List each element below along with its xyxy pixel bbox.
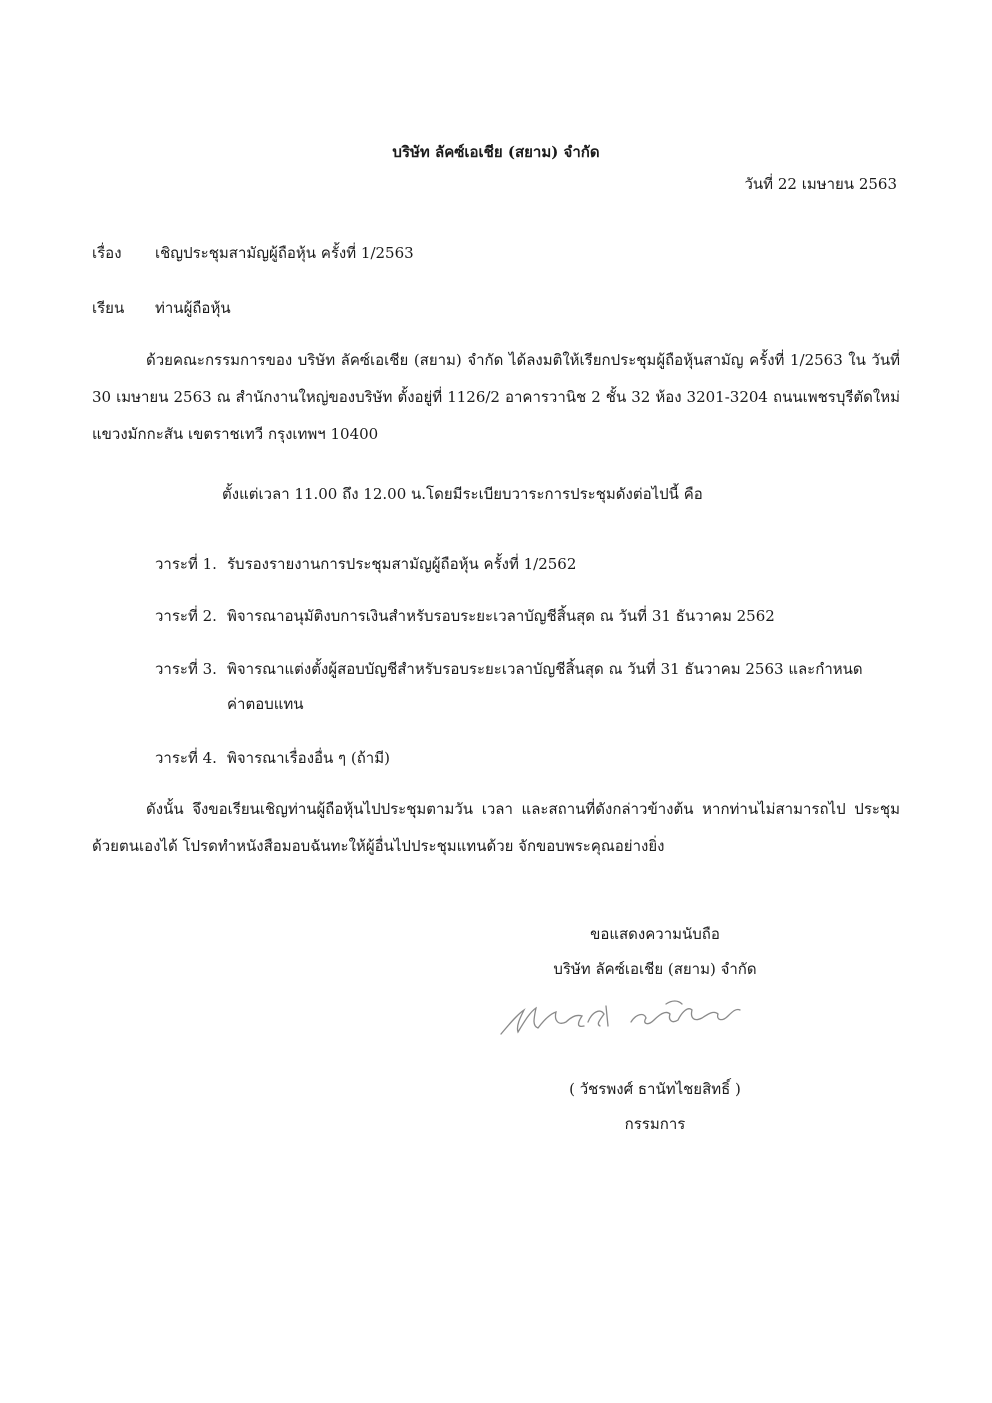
agenda-number: วาระที่ 3.: [155, 660, 217, 678]
agenda-number: วาระที่ 1.: [155, 555, 217, 573]
signatory-name: ( วัชรพงศ์ ธานัทไชยสิทธิ์ ): [569, 1080, 741, 1098]
agenda-text: รับรองรายงานการประชุมสามัญผู้ถือหุ้น ครั้งที่ 1/2562: [227, 555, 577, 573]
signature-company: บริษัท ลัคซ์เอเชีย (สยาม) จำกัด: [553, 960, 757, 978]
agenda-number: วาระที่ 4.: [155, 749, 217, 767]
subject-label: เรื่อง: [92, 244, 122, 262]
meeting-time-line: ตั้งแต่เวลา 11.00 ถึง 12.00 น.โดยมีระเบียบวาระการประชุมดังต่อไปนี้ คือ: [222, 485, 703, 503]
agenda-text: พิจารณาเรื่องอื่น ๆ (ถ้ามี): [227, 749, 390, 767]
signatory-position: กรรมการ: [624, 1115, 686, 1133]
agenda-item-3-continuation: ค่าตอบแทน: [227, 695, 304, 713]
agenda-item-3: [155, 657, 863, 681]
subject-text: เชิญประชุมสามัญผู้ถือหุ้น ครั้งที่ 1/2563: [155, 244, 414, 262]
letter-date: วันที่ 22 เมษายน 2563: [744, 175, 897, 193]
closing-paragraph: ดังนั้น จึงขอเรียนเชิญท่านผู้ถือหุ้นไปประชุมตามวัน เวลา และสถานที่ดังกล่าวข้างต้น หากท่านไม่สามารถไป ประชุมด้วยตนเองได้ โปรดทำหนังสือมอบฉันทะให้ผู้อื่นไปประชุมแทนด้วย จักขอบพระคุณอย่างยิ่ง: [92, 800, 900, 855]
agenda-item-2: [155, 604, 775, 628]
regards-line: ขอแสดงความนับถือ: [590, 925, 720, 943]
company-title: บริษัท ลัคซ์เอเชีย (สยาม) จำกัด: [392, 143, 600, 161]
agenda-number: วาระที่ 2.: [155, 607, 217, 625]
agenda-item-1: [155, 552, 576, 576]
recipient-label: เรียน: [92, 299, 125, 317]
agenda-text: พิจารณาอนุมัติงบการเงินสำหรับรอบระยะเวลาบัญชีสิ้นสุด ณ วันที่ 31 ธันวาคม 2562: [227, 607, 775, 625]
intro-paragraph: ด้วยคณะกรรมการของ บริษัท ลัคซ์เอเชีย (สยาม) จำกัด ได้ลงมติให้เรียกประชุมผู้ถือหุ้นสามัญ ครั้งที่ 1/2563 ใน วันที่ 30 เมษายน 2563 ณ สำนักงานใหญ่ของบริษัท ตั้งอยู่ที่ 1126/2 อาคารวานิช 2 ชั้น 32 ห้อง 3201-3204 ถนนเพชรบุรีตัดใหม่ แขวงมักกะสัน เขตราชเทวี กรุงเทพฯ 10400: [92, 351, 900, 443]
agenda-text: พิจารณาแต่งตั้งผู้สอบบัญชีสำหรับรอบระยะเวลาบัญชีสิ้นสุด ณ วันที่ 31 ธันวาคม 2563 และกำหนด: [227, 660, 863, 678]
handwritten-signature: [496, 992, 746, 1042]
recipient-text: ท่านผู้ถือหุ้น: [155, 299, 231, 317]
agenda-item-4: [155, 746, 390, 770]
